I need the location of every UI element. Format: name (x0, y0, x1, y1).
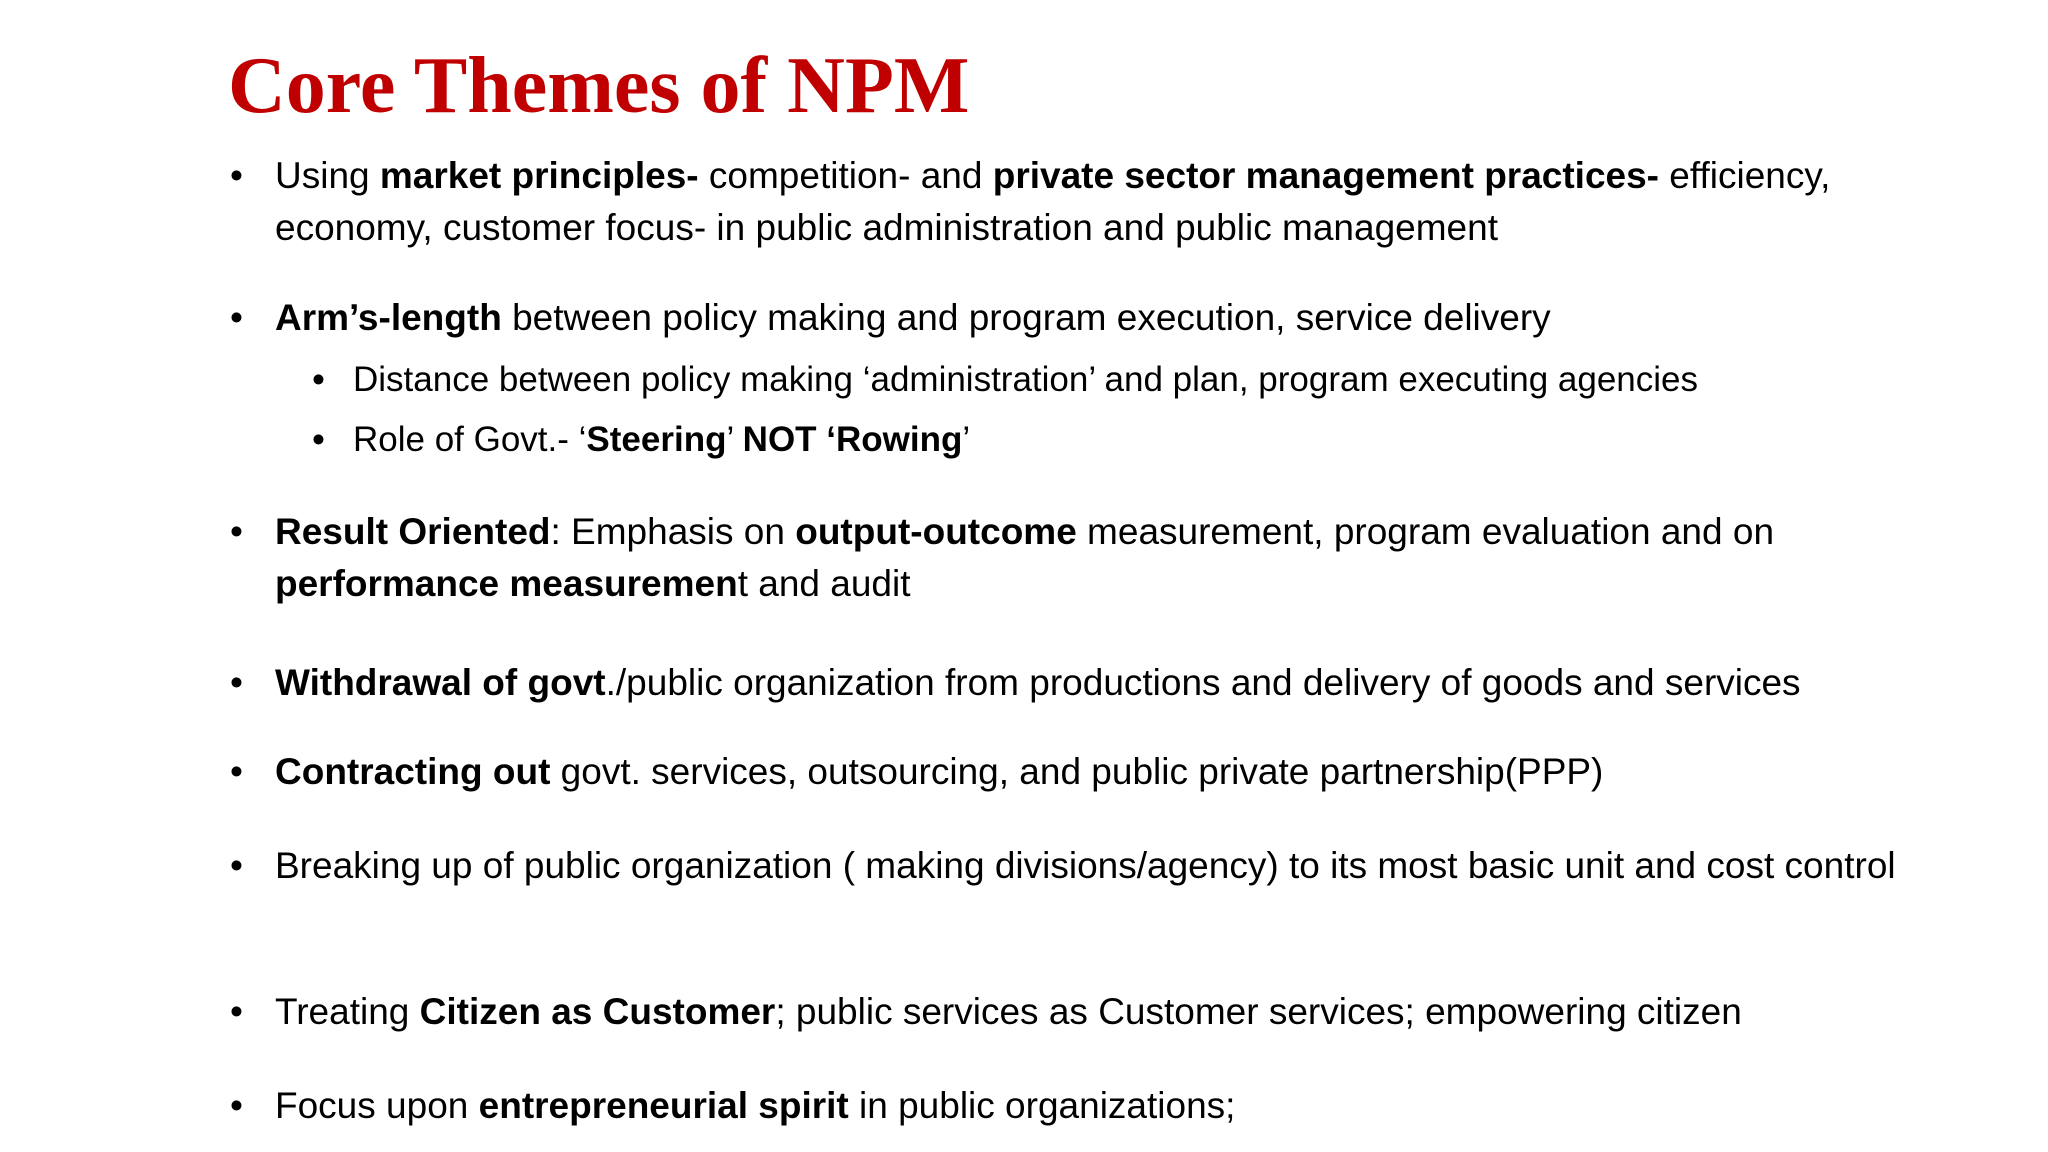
bullet-text (275, 506, 1915, 610)
text-run: ./public organization from productions and delivery of goods and services (605, 662, 1801, 703)
bold-run: performance measuremen (275, 563, 738, 604)
bold-run: Contracting out (275, 751, 551, 792)
bullet-text (353, 354, 1913, 406)
bullet-marker: • (230, 1085, 243, 1126)
text-run: ; public services as Customer services; empowering citizen (775, 991, 1742, 1032)
bullet-marker: • (230, 751, 243, 792)
bullet-text (275, 150, 1915, 254)
bullet-marker: • (312, 359, 325, 400)
bullet-text (275, 292, 1915, 344)
bold-run: market principles- (379, 155, 699, 196)
text-run: govt. services, outsourcing, and public private partnership(PPP) (550, 751, 1604, 792)
bold-run: Steering (586, 420, 727, 459)
text-run: measurement, program evaluation and on (1076, 511, 1775, 552)
bullet-marker: • (230, 511, 243, 552)
text-run: t and audit (737, 563, 911, 604)
text-run: in public organizations; (848, 1085, 1236, 1126)
bullet-marker: • (230, 155, 243, 196)
text-run: Role of Govt.- ‘ (353, 420, 587, 459)
bullet-text (353, 414, 1913, 466)
text-run: Focus upon (275, 1085, 479, 1126)
bold-run: private sector management practices- (992, 155, 1660, 196)
text-run: Distance between policy making ‘administration’ and plan, program executing agencies (353, 360, 1699, 399)
bullet-marker: • (230, 845, 243, 886)
bold-run: Result Oriented (275, 511, 551, 552)
bullet-text (275, 986, 1915, 1038)
bullet-text (275, 657, 1915, 709)
bold-run: entrepreneurial spirit (478, 1085, 849, 1126)
bold-run: Arm’s-length (275, 297, 502, 338)
text-run: between policy making and program execution, service delivery (501, 297, 1551, 338)
text-run: ’ (962, 420, 971, 459)
bullet-marker: • (230, 297, 243, 338)
slide-title: Core Themes of NPM (228, 42, 970, 130)
bullet-text (275, 840, 1915, 892)
bold-run: NOT ‘Rowing (742, 420, 963, 459)
text-run: ’ (726, 420, 743, 459)
bold-run: Withdrawal of govt (275, 662, 606, 703)
text-run: Using (275, 155, 380, 196)
bullet-text (275, 746, 1915, 798)
bullet-text (275, 1080, 1915, 1132)
bullet-marker: • (312, 419, 325, 460)
bold-run: Citizen as Customer (419, 991, 776, 1032)
text-run: efficiency, economy, customer focus- in public administration and public management (275, 155, 1831, 248)
text-run: Breaking up of public organization ( making divisions/agency) to its most basic unit and cost control (275, 845, 1896, 886)
bold-run: output-outcome (795, 511, 1077, 552)
bullet-marker: • (230, 662, 243, 703)
text-run: Treating (275, 991, 420, 1032)
bullet-marker: • (230, 991, 243, 1032)
text-run: competition- and (698, 155, 993, 196)
text-run: : Emphasis on (550, 511, 796, 552)
